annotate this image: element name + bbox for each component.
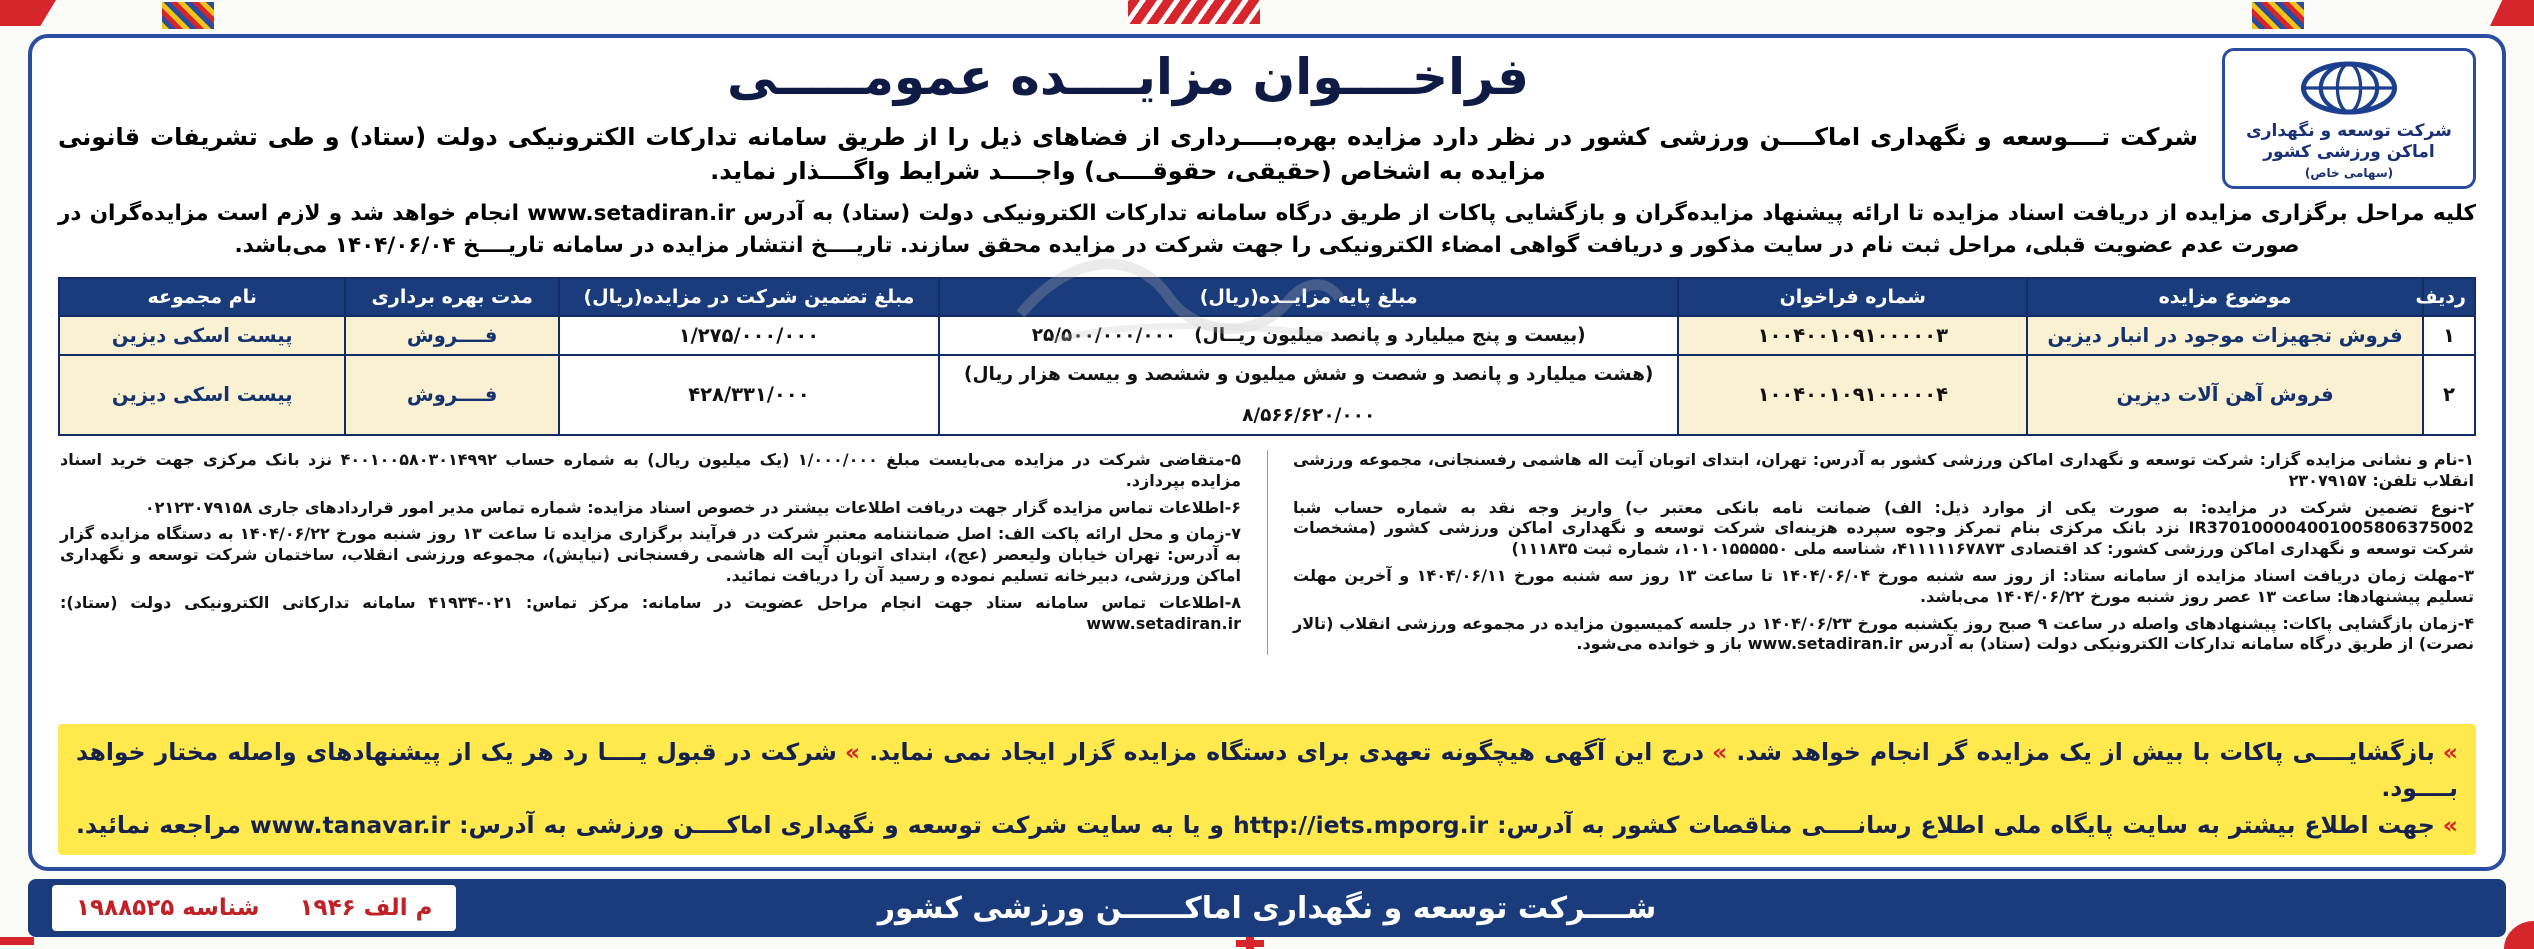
cell-call-number: ۱۰۰۴۰۰۱۰۹۱۰۰۰۰۰۳ <box>1678 316 2027 355</box>
header-subject: موضوع مزایده <box>2027 278 2423 316</box>
print-mark-color-bar-right <box>162 2 214 29</box>
chevron-icon: « <box>844 737 861 766</box>
cell-complex: پیست اسکی دیزین <box>59 316 345 355</box>
note-item: ۳-مهلت زمان دریافت اسناد مزایده از سامانه ستاد: از روز سه شنبه مورخ ۱۴۰۴/۰۶/۰۴ تا ساعت ۱۳ روز سه شنبه مورخ ۱۴۰۴/۰۶/۱۱ و آخرین مهلت تسلیم پیشنهادها: ساعت ۱۳ عصر روز شنبه مورخ ۱۴۰۴/۰۶/۲۲ می‌باشد. <box>1293 566 2475 606</box>
note-item: ۸-اطلاعات تماس سامانه ستاد جهت انجام مراحل عضویت در سامانه: مرکز تماس: ۰۲۱-۴۱۹۳۴ سامانه تدارکاتی الکترونیکی دولت (ستاد): www.setadiran.ir <box>60 592 1242 633</box>
note-item: ۷-زمان و محل ارائه پاکت الف: اصل ضمانتنامه معتبر شرکت در فرآیند برگزاری مزایده تا ساعت ۱۳ روز شنبه مورخ ۱۴۰۴/۰۶/۲۲ به دستگاه مزایده گزار به آدرس: تهران خیابان ولیعصر (عج)، ابتدای اتوبان آیت اله هاشمی رفسنجانی (نیایش)، مجموعه ورزشی انقلاب، ساختمان شرکت توسعه و نگهداری اماکن ورزشی، دبیرخانه تسلیم نموده و رسید آن را دریافت نمائید. <box>60 524 1242 586</box>
base-price-words: (بیست و پنج میلیارد و پانصد میلیون ریــال) <box>1194 324 1586 346</box>
company-name: شرکت توسعه و نگهداری اماکن ورزشی کشور <box>2246 121 2452 163</box>
serial-id: شناسه ۱۹۸۸۵۲۵ <box>76 895 260 921</box>
company-logo-card <box>2222 48 2476 189</box>
header-deposit: مبلغ تضمین شرکت در مزایده(ریال) <box>559 278 939 316</box>
highlight-segment <box>1736 738 2458 766</box>
highlight-text: درج این آگهی هیچگونه تعهدی برای دستگاه مزایده گزار ایجاد نمی نماید. <box>869 737 1705 766</box>
highlight-text: جهت اطلاع بیشتر به سایت پایگاه ملی اطلاع رسانــــی مناقصات کشور به آدرس: http://iets.mporg.ir و یا به سایت شرکت توسعه و نگهداری اماکــــن ورزشی به آدرس: www.tanavar.ir مراجعه نمائید. <box>76 810 2435 839</box>
serial-box <box>52 885 456 931</box>
cell-base-price <box>939 316 1678 355</box>
highlight-text: شرکت در قبول یــــا رد هر یک از پیشنهادهای واصله مختار خواهد بــــود. <box>76 737 2458 803</box>
cell-deposit: ۱/۲۷۵/۰۰۰/۰۰۰ <box>559 316 939 355</box>
cell-row-number: ۱ <box>2423 316 2475 355</box>
header-base-price: مبلغ پایه مزایــده(ریال) <box>939 278 1678 316</box>
chevron-icon: « <box>2442 810 2458 839</box>
note-item: ۵-متقاضی شرکت در مزایده می‌بایست مبلغ ۱/۰۰۰/۰۰۰ (یک میلیون ریال) به شماره حساب ۴۰۰۱۰۰۵۸۰۳۰۱۴۹۹۲ نزد بانک مرکزی جهت خرید اسناد مزایده بپردازد. <box>60 450 1241 490</box>
header-row-number: ردیف <box>2423 278 2475 316</box>
highlight-line-2 <box>76 807 2458 843</box>
intro-paragraph: شرکت تــــوسعه و نگهداری اماکــــن ورزشی کشور در نظر دارد مزایده بهره‌بــــرداری از فضاهای ذیل را از طریق سامانه تدارکات الکترونیکی دولت (ستاد) و طی تشریفات قانونی مزایده به اشخاص (حقیقی، حقوقــــی) واجــــد شرایط واگــــذار نماید. <box>58 123 2198 186</box>
print-mark-color-bar-left <box>2252 2 2304 29</box>
note-item: ۱-نام و نشانی مزایده گزار: شرکت توسعه و نگهداری اماکن ورزشی کشور به آدرس: تهران، ابتدای اتوبان آیت اله هاشمی رفسنجانی، مجموعه ورزشی انقلاب تلفن: ۲۳۰۷۹۱۵۷ <box>1293 450 2474 490</box>
highlight-segment <box>869 738 1727 766</box>
cell-call-number: ۱۰۰۴۰۰۱۰۹۱۰۰۰۰۰۴ <box>1678 355 2027 435</box>
cell-duration: فــــروش <box>345 355 558 435</box>
header-complex: نام مجموعه <box>59 278 345 316</box>
ad-header <box>58 46 2476 277</box>
serial-malef: م الف ۱۹۴۶ <box>299 895 433 921</box>
footer-company-name: شــــرکت توسعه و نگهداری اماکــــــن ورزشی کشور <box>877 890 1657 926</box>
highlight-line-1 <box>76 734 2458 807</box>
base-price-number: ۸/۵۶۶/۶۲۰/۰۰۰ <box>1242 404 1376 426</box>
cell-deposit: ۴۲۸/۳۳۱/۰۰۰ <box>559 355 939 435</box>
auction-table <box>58 277 2476 436</box>
auction-ad-frame <box>28 34 2506 871</box>
chevron-icon: « <box>2442 737 2458 766</box>
base-price-number: ۲۵/۵۰۰/۰۰۰/۰۰۰ <box>1031 324 1177 346</box>
header-call-number: شماره فراخوان <box>1678 278 2027 316</box>
note-item: ۲-نوع تضمین شرکت در مزایده: به صورت یکی از موارد ذیل: الف) ضمانت نامه بانکی معتبر ب) واریز وجه نقد به شماره حساب شبا IR370100004001005806375002 نزد بانک مرکزی بنام تمرکز وجوه سپرده هزینه‌ای شرکت توسعه و نگهداری اماکن ورزشی کشور (مشخصات شرکت توسعه و نگهداری اماکن ورزشی کشور: کد اقتصادی ۴۱۱۱۱۱۶۷۸۷۳، شناسه ملی ۱۰۱۰۱۵۵۵۵۵۰، شماره ثبت ۱۱۱۸۳۵) <box>1293 497 2474 559</box>
print-mark-bottom-center-2 <box>1246 937 1254 949</box>
page-title: فراخــــوان مزایــــده عمومـــــی <box>726 48 1530 106</box>
highlight-strip <box>58 724 2476 855</box>
header-duration: مدت بهره برداری <box>345 278 558 316</box>
print-mark-top-right <box>2490 0 2534 26</box>
cell-row-number: ۲ <box>2423 355 2475 435</box>
cell-base-price <box>939 355 1678 435</box>
base-price-words: (هشت میلیارد و پانصد و شصت و شش میلیون و ششصد و بیست هزار ریال) <box>963 363 1654 385</box>
base-price-content <box>948 324 1669 347</box>
company-logo-icon <box>2297 59 2401 117</box>
notes-section <box>60 450 2474 655</box>
company-type: (سهامی خاص) <box>2304 165 2394 180</box>
cell-subject: فروش تجهیزات موجود در انبار دیزین <box>2027 316 2423 355</box>
print-mark-bottom-right <box>2504 921 2534 949</box>
print-mark-bottom-left <box>0 937 34 945</box>
cell-subject: فروش آهن آلات دیزین <box>2027 355 2423 435</box>
note-item: ۶-اطلاعات تماس مزایده گزار جهت دریافت اطلاعات بیشتر در خصوص اسناد مزایده: شماره تماس مدیر امور قراردادهای جاری ۰۲۱۲۳۰۷۹۱۵۸ <box>144 497 1241 517</box>
cell-duration: فــــروش <box>345 316 558 355</box>
table-row <box>59 355 2475 435</box>
highlight-text: بازگشایــــی پاکات با بیش از یک مزایده گر انجام خواهد شد. <box>1736 737 2435 766</box>
process-paragraph: کلیه مراحل برگزاری مزایده از دریافت اسناد مزایده تا ارائه پیشنهاد مزایده‌گران و بازگشایی پاکات از طریق درگاه سامانه تدارکات الکترونیکی دولت (ستاد) به آدرس www.setadiran.ir انجام خواهد شد و لازم است مزایده‌گران در صورت عدم عضویت قبلی، مراحل ثبت نام در سایت مذکور و دریافت گواهی امضاء الکترونیکی را جهت شرکت در مزایده محقق سازند. تاریــــخ انتشار مزایده در سامانه تاریــــخ ۱۴۰۴/۰۶/۰۴ می‌باشد. <box>58 201 2476 259</box>
print-mark-top-left <box>0 0 56 26</box>
footer-bar <box>28 879 2506 937</box>
table-header-row <box>59 278 2475 316</box>
chevron-icon: « <box>1712 737 1728 766</box>
note-item: ۴-زمان بازگشایی پاکات: پیشنهادهای واصله در ساعت ۹ صبح روز یکشنبه مورخ ۱۴۰۴/۰۶/۲۳ در جلسه کمیسیون مزایده در مجموعه ورزشی انقلاب (تالار نصرت) از طریق درگاه سامانه تدارکات الکترونیکی دولت (ستاد) به آدرس www.setadiran.ir باز و خوانده می‌شود. <box>1293 613 2474 654</box>
cell-complex: پیست اسکی دیزین <box>59 355 345 435</box>
table-row <box>59 316 2475 355</box>
print-mark-top-center <box>1128 0 1260 24</box>
base-price-content <box>948 363 1669 427</box>
